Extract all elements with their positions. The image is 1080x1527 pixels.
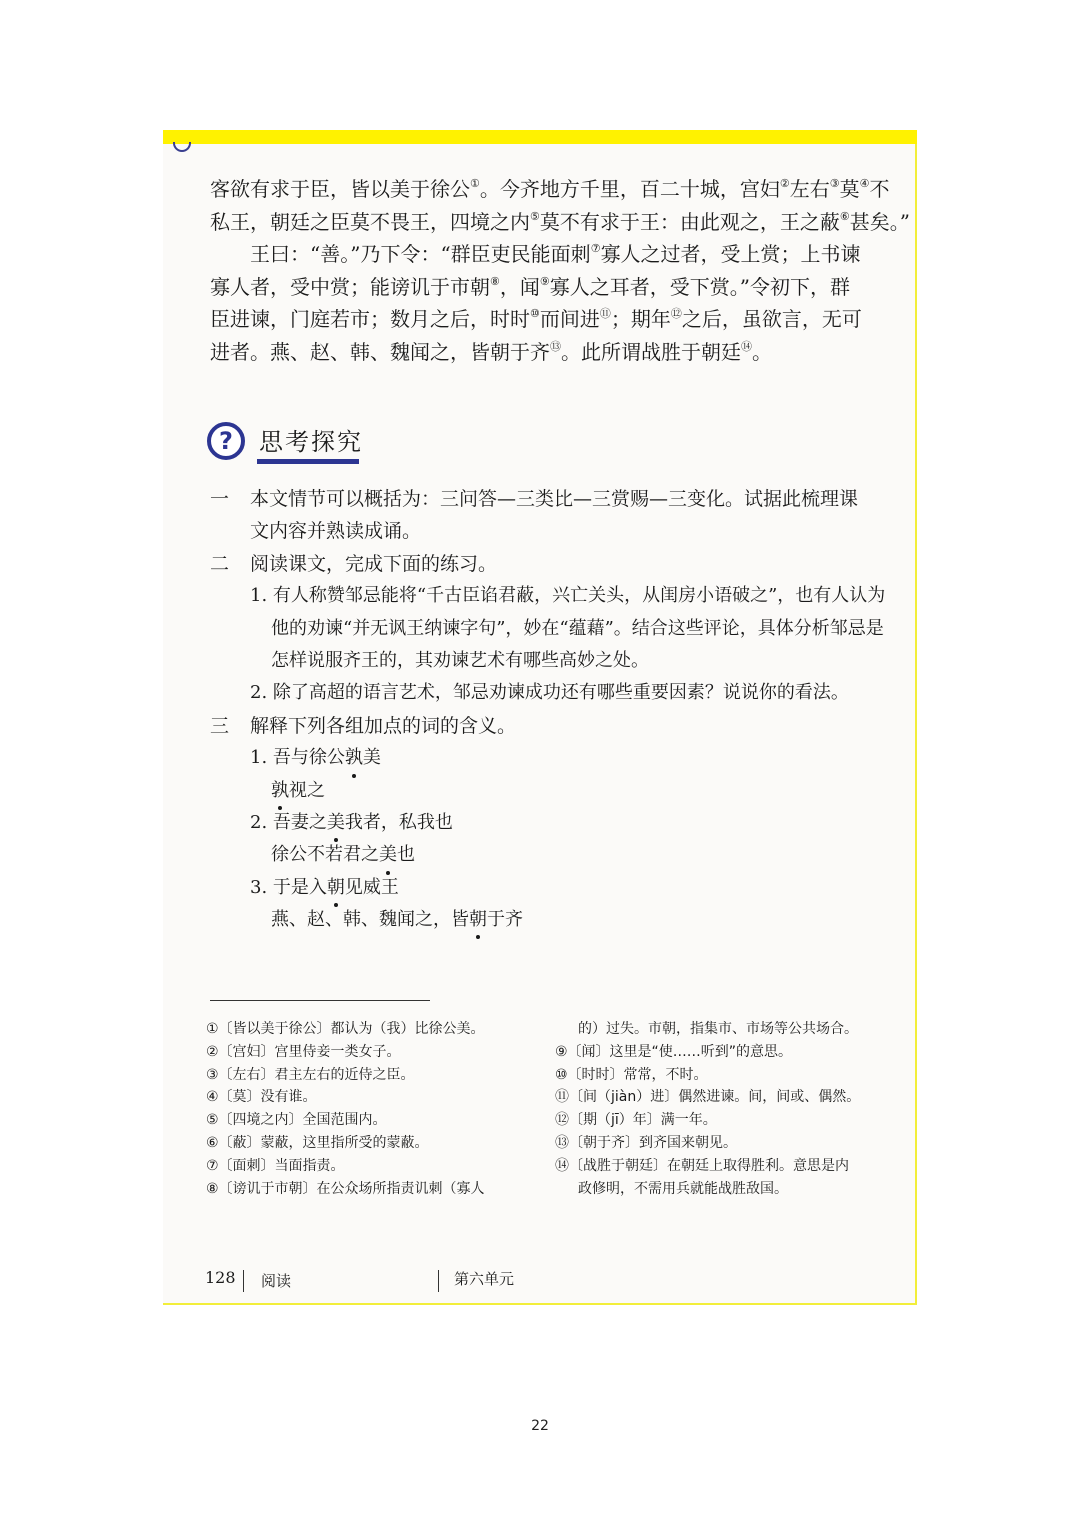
word-group-2a: 2. 吾妻之美我者，私我也	[210, 807, 870, 839]
footnote: ③〔左右〕君主左右的近侍之臣。	[206, 1066, 415, 1083]
dotted-word: 美	[379, 839, 397, 871]
footer-section: 阅读	[261, 1272, 292, 1290]
section-underline	[257, 459, 359, 464]
footer-divider	[438, 1270, 439, 1292]
exercise-2-item-1-cont: 他的劝谏“并无讽王纳谏字句”，妙在“蕴藉”。结合这些评论，具体分析邹忌是	[271, 617, 884, 639]
question-mark-icon: ?	[207, 422, 245, 460]
footnote: ⑩〔时时〕常常，不时。	[555, 1066, 708, 1083]
textbook-page	[163, 130, 917, 1305]
exercise-number: 一	[210, 488, 230, 510]
exercise-3: 三 解释下列各组加点的词的含义。	[210, 710, 870, 742]
footnote: ①〔皆以美于徐公〕都认为（我）比徐公美。	[206, 1021, 485, 1037]
page-number: 128	[205, 1268, 236, 1287]
page-footer	[205, 1268, 865, 1296]
exercise-1-cont: 文内容并熟读成诵。	[250, 520, 422, 543]
exercise-2-item-1: 1. 有人称赞邹忌能将“千古臣谄君蔽，兴亡关头，从闺房小语破之”，也有人认为	[250, 585, 886, 607]
passage-line: 私王，朝廷之臣莫不畏王，四境之内⑤莫不有求于王：由此观之，王之蔽⑥甚矣。”	[210, 209, 910, 234]
dotted-word: 美	[327, 807, 345, 839]
yellow-highlight-bar	[163, 130, 917, 144]
word-group-2b: 徐公不若君之美也	[210, 839, 870, 871]
exercise-number: 三	[210, 714, 230, 737]
footnote: ②〔宫妇〕宫里侍妾一类女子。	[206, 1043, 401, 1060]
sheet-page-number: 22	[531, 1418, 549, 1434]
exercise-2: 二 阅读课文，完成下面的练习。	[210, 548, 870, 580]
passage-line: 王曰：“善。”乃下令：“群臣吏民能面刺⑦寡人之过者，受上赏；上书谏	[250, 242, 861, 266]
footnote-rule	[210, 1000, 430, 1001]
footnote: ⑧〔谤讥于市朝〕在公众场所指责讥刺（寡人	[206, 1180, 485, 1197]
footnote: ⑪〔间（jiàn）进〕偶然进谏。间，间或、偶然。	[555, 1089, 861, 1106]
word-group-3a: 3. 于是入朝见威王	[210, 872, 870, 904]
section-title: 思考探究	[259, 428, 363, 456]
dotted-word: 朝	[469, 904, 487, 936]
dotted-word: 孰	[271, 775, 289, 807]
word-group-1b: 孰视之	[210, 775, 870, 807]
footer-divider	[243, 1270, 244, 1292]
page-corner-mark	[173, 142, 191, 152]
exercise-2-item-2: 2. 除了高超的语言艺术，邹忌劝谏成功还有哪些重要因素？说说你的看法。	[250, 682, 849, 704]
dotted-word: 朝	[327, 872, 345, 904]
footnote: ⑫〔期（jī）年〕满一年。	[555, 1112, 717, 1129]
passage-line: 臣进谏，门庭若市；数月之后，时时⑩而间进⑪；期年⑫之后，虽欲言，无可	[210, 307, 862, 331]
footnote: ⑦〔面刺〕当面指责。	[206, 1157, 345, 1174]
section-heading	[207, 422, 407, 470]
passage-line: 进者。燕、赵、韩、魏闻之，皆朝于齐⑬。此所谓战胜于朝廷⑭。	[210, 339, 772, 364]
footnote-continuation: 政修明，不需用兵就能战胜敌国。	[578, 1180, 788, 1197]
footnote: ⑤〔四境之内〕全国范围内。	[206, 1112, 387, 1129]
exercise-number: 二	[210, 552, 230, 575]
word-group-3b: 燕、赵、韩、魏闻之，皆朝于齐	[210, 904, 870, 936]
footnotes-right-column	[555, 1018, 885, 1200]
footnote-continuation: 的）过失。市朝，指集市、市场等公共场合。	[578, 1021, 858, 1037]
footnote: ⑭〔战胜于朝廷〕在朝廷上取得胜利。意思是内	[555, 1157, 849, 1174]
passage-line: 寡人者，受中赏；能谤讥于市朝⑧，闻⑨寡人之耳者，受下赏。”令初下，群	[210, 274, 850, 299]
exercise-list	[210, 483, 886, 936]
footnote: ⑬〔朝于齐〕到齐国来朝见。	[555, 1134, 737, 1151]
passage-line: 客欲有求于臣，皆以美于徐公①。今齐地方千里，百二十城，宫妇②左右③莫④不	[210, 177, 890, 201]
footnotes-left-column	[206, 1018, 536, 1200]
passage-text	[210, 173, 910, 368]
word-group-1a: 1. 吾与徐公孰美	[210, 742, 870, 774]
exercise-2-item-1-cont: 怎样说服齐王的，其劝谏艺术有哪些高妙之处。	[271, 649, 649, 671]
exercise-1: 一 本文情节可以概括为：三问答—三类比—三赏赐—三变化。试据此梳理课	[210, 483, 870, 515]
footnote: ⑨〔闻〕这里是“使……听到”的意思。	[555, 1043, 793, 1060]
footnote: ④〔莫〕没有谁。	[206, 1089, 317, 1106]
dotted-word: 孰	[345, 742, 363, 774]
footnote: ⑥〔蔽〕蒙蔽，这里指所受的蒙蔽。	[206, 1134, 429, 1151]
footer-unit: 第六单元	[454, 1270, 515, 1288]
